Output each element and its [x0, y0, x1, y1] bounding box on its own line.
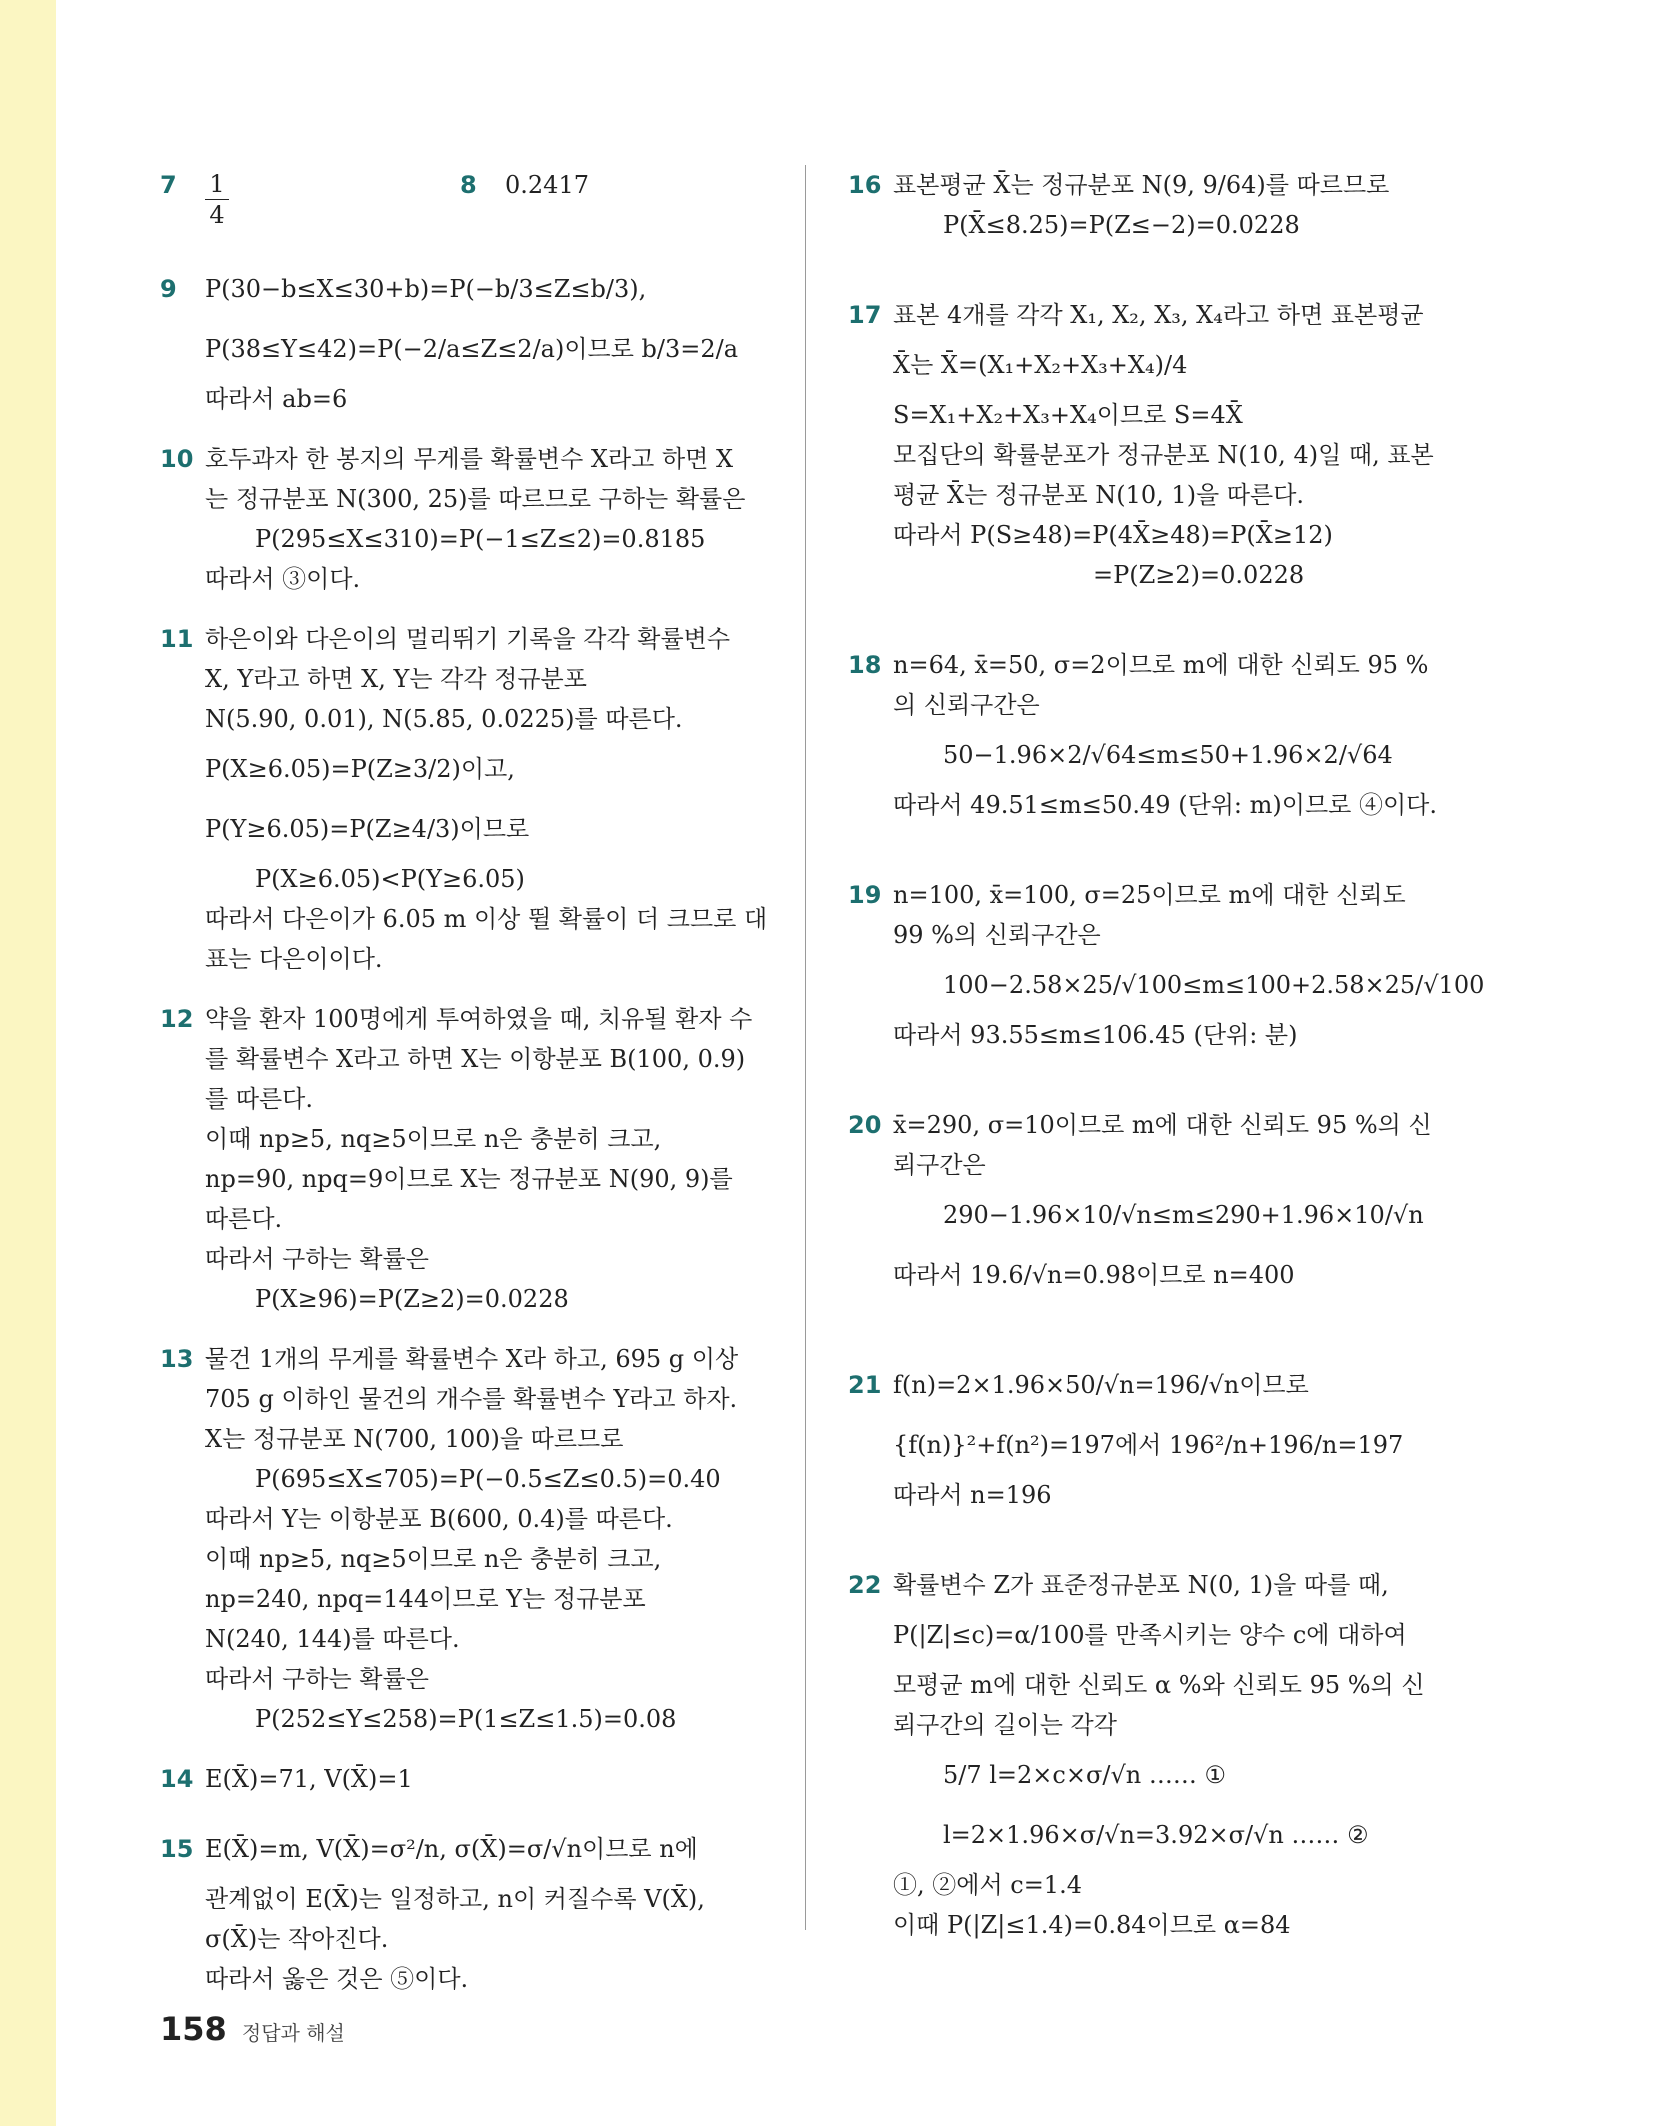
solution-line: 따라서 n=196 — [893, 1481, 1052, 1509]
solution-line: 평균 X̄는 정규분포 N(10, 1)을 따른다. — [893, 481, 1305, 509]
solution-line: 관계없이 E(X̄)는 일정하고, n이 커질수록 V(X̄), — [205, 1885, 705, 1913]
problem-8 — [460, 165, 589, 205]
solution-line: n=100, x̄=100, σ=25이므로 m에 대한 신뢰도 — [893, 881, 1406, 909]
solution-line: P(|Z|≤c)=α/100를 만족시키는 양수 c에 대하여 — [893, 1621, 1407, 1649]
solution-line: 이때 np≥5, nq≥5이므로 n은 충분히 크고, — [205, 1125, 662, 1153]
fraction-denominator: 4 — [209, 201, 225, 229]
solution-line: np=90, npq=9이므로 X는 정규분포 N(90, 9)를 — [205, 1165, 733, 1193]
problem-14 — [160, 1759, 760, 1799]
solution-line: S=X₁+X₂+X₃+X₄이므로 S=4X̄ — [893, 401, 1243, 429]
problem-12 — [160, 999, 760, 1319]
solution-line: X̄는 X̄=(X₁+X₂+X₃+X₄)/4 — [893, 351, 1188, 379]
solution-line: 표는 다은이이다. — [205, 945, 383, 973]
solution-line: 물건 1개의 무게를 확률변수 X라 하고, 695 g 이상 — [205, 1345, 739, 1373]
solution-line: P(Y≥6.05)=P(Z≥4/3)이므로 — [205, 815, 530, 843]
page-number: 158 — [160, 2010, 227, 2048]
problem-number: 21 — [848, 1371, 882, 1399]
page-footer — [160, 2010, 345, 2048]
solution-line: P(X≥6.05)<P(Y≥6.05) — [255, 865, 525, 893]
solution-line: 따라서 구하는 확률은 — [205, 1245, 429, 1273]
left-margin-strip — [0, 0, 56, 2126]
solution-line: 따라서 ab=6 — [205, 385, 348, 413]
solution-line: l=2×1.96×σ/√n=3.92×σ/√n …… ② — [943, 1821, 1369, 1849]
problems-7-8-row — [160, 165, 760, 239]
problem-number: 15 — [160, 1835, 194, 1863]
solution-line: 따라서 옳은 것은 ⑤이다. — [205, 1965, 469, 1993]
solution-line: ①, ②에서 c=1.4 — [893, 1871, 1082, 1899]
solution-line: N(5.90, 0.01), N(5.85, 0.0225)를 따른다. — [205, 705, 683, 733]
fraction-numerator: 1 — [205, 169, 229, 200]
problem-number: 12 — [160, 1005, 194, 1033]
solution-line: 5/7 l=2×c×σ/√n …… ① — [943, 1761, 1226, 1789]
solution-line: 표본 4개를 각각 X₁, X₂, X₃, X₄라고 하면 표본평균 — [893, 301, 1424, 329]
problem-16 — [848, 165, 1458, 245]
solution-line: P(695≤X≤705)=P(−0.5≤Z≤0.5)=0.40 — [255, 1465, 721, 1493]
problem-11 — [160, 619, 768, 979]
problem-number: 14 — [160, 1765, 194, 1793]
right-column — [848, 165, 1485, 1965]
solution-line: E(X̄)=m, V(X̄)=σ²/n, σ(X̄)=σ/√n이므로 n에 — [205, 1835, 698, 1863]
problem-21 — [848, 1355, 1458, 1515]
problem-10 — [160, 439, 760, 599]
solution-line: 따라서 다은이가 6.05 m 이상 뛸 확률이 더 크므로 대 — [205, 905, 768, 933]
problem-number: 11 — [160, 625, 194, 653]
problem-20 — [848, 1105, 1458, 1305]
solution-line: 이때 P(|Z|≤1.4)=0.84이므로 α=84 — [893, 1911, 1291, 1939]
solution-line: 하은이와 다은이의 멀리뛰기 기록을 각각 확률변수 — [205, 625, 731, 653]
solution-line: 290−1.96×10/√n≤m≤290+1.96×10/√n — [943, 1201, 1424, 1229]
problem-number: 16 — [848, 171, 882, 199]
solution-line: 100−2.58×25/√100≤m≤100+2.58×25/√100 — [943, 971, 1485, 999]
solution-line: n=64, x̄=50, σ=2이므로 m에 대한 신뢰도 95 % — [893, 651, 1429, 679]
solution-line: 를 따른다. — [205, 1085, 313, 1113]
solution-line: 99 %의 신뢰구간은 — [893, 921, 1101, 949]
solution-line: 를 확률변수 X라고 하면 X는 이항분포 B(100, 0.9) — [205, 1045, 746, 1073]
solution-line: 뢰구간의 길이는 각각 — [893, 1711, 1117, 1739]
solution-line: P(X≥6.05)=P(Z≥3/2)이고, — [205, 755, 515, 783]
problem-number: 18 — [848, 651, 882, 679]
solution-line: 따른다. — [205, 1205, 283, 1233]
problem-number: 17 — [848, 301, 882, 329]
solution-line: =P(Z≥2)=0.0228 — [1093, 561, 1305, 589]
solution-line: X, Y라고 하면 X, Y는 각각 정규분포 — [205, 665, 587, 693]
solution-line: 표본평균 X̄는 정규분포 N(9, 9/64)를 따르므로 — [893, 171, 1390, 199]
solution-line: P(295≤X≤310)=P(−1≤Z≤2)=0.8185 — [255, 525, 706, 553]
footer-label: 정답과 해설 — [241, 2021, 345, 2045]
problem-number: 8 — [460, 171, 477, 199]
solution-line: σ(X̄)는 작아진다. — [205, 1925, 389, 1953]
problem-17 — [848, 295, 1458, 595]
column-divider — [805, 165, 806, 1930]
solution-line: 확률변수 Z가 표준정규분포 N(0, 1)을 따를 때, — [893, 1571, 1389, 1599]
solution-line: 모평균 m에 대한 신뢰도 α %와 신뢰도 95 %의 신 — [893, 1671, 1425, 1699]
solution-line: 뢰구간은 — [893, 1151, 986, 1179]
solution-line: 따라서 19.6/√n=0.98이므로 n=400 — [893, 1261, 1295, 1289]
solution-line: 따라서 P(S≥48)=P(4X̄≥48)=P(X̄≥12) — [893, 521, 1333, 549]
problem-number: 22 — [848, 1571, 882, 1599]
problem-13 — [160, 1339, 760, 1739]
solution-line: 이때 np≥5, nq≥5이므로 n은 충분히 크고, — [205, 1545, 662, 1573]
problem-19 — [848, 875, 1485, 1055]
solution-line: 따라서 ③이다. — [205, 565, 361, 593]
solution-line: x̄=290, σ=10이므로 m에 대한 신뢰도 95 %의 신 — [893, 1111, 1432, 1139]
solution-line: P(X≥96)=P(Z≥2)=0.0228 — [255, 1285, 569, 1313]
problem-number: 9 — [160, 275, 177, 303]
problem-15 — [160, 1819, 760, 1999]
solution-line: X는 정규분포 N(700, 100)을 따르므로 — [205, 1425, 624, 1453]
solution-line: 따라서 Y는 이항분포 B(600, 0.4)를 따른다. — [205, 1505, 673, 1533]
problem-number: 13 — [160, 1345, 194, 1373]
problem-number: 10 — [160, 445, 194, 473]
problem-9 — [160, 259, 760, 419]
answer-text: 0.2417 — [505, 171, 589, 199]
solution-line: P(30−b≤X≤30+b)=P(−b/3≤Z≤b/3), — [205, 275, 647, 303]
solution-line: 는 정규분포 N(300, 25)를 따르므로 구하는 확률은 — [205, 485, 746, 513]
left-column — [160, 165, 768, 2019]
solution-line: P(252≤Y≤258)=P(1≤Z≤1.5)=0.08 — [255, 1705, 677, 1733]
solution-line: 따라서 93.55≤m≤106.45 (단위: 분) — [893, 1021, 1298, 1049]
solution-line: P(38≤Y≤42)=P(−2/a≤Z≤2/a)이므로 b/3=2/a — [205, 335, 739, 363]
problem-number: 20 — [848, 1111, 882, 1139]
answer-fraction — [205, 169, 229, 230]
solution-line: 호두과자 한 봉지의 무게를 확률변수 X라고 하면 X — [205, 445, 734, 473]
solution-line: N(240, 144)를 따른다. — [205, 1625, 460, 1653]
solution-line: np=240, npq=144이므로 Y는 정규분포 — [205, 1585, 646, 1613]
problem-22 — [848, 1565, 1458, 1945]
solution-line: 의 신뢰구간은 — [893, 691, 1040, 719]
solution-line: 약을 환자 100명에게 투여하였을 때, 치유될 환자 수 — [205, 1005, 753, 1033]
solution-line: 705 g 이하인 물건의 개수를 확률변수 Y라고 하자. — [205, 1385, 738, 1413]
solution-line: {f(n)}²+f(n²)=197에서 196²/n+196/n=197 — [893, 1431, 1404, 1459]
solution-line: P(X̄≤8.25)=P(Z≤−2)=0.0228 — [943, 211, 1300, 239]
problem-18 — [848, 645, 1458, 825]
solution-line: E(X̄)=71, V(X̄)=1 — [205, 1765, 413, 1793]
solution-line: 50−1.96×2/√64≤m≤50+1.96×2/√64 — [943, 741, 1393, 769]
problem-number: 19 — [848, 881, 882, 909]
solution-line: 모집단의 확률분포가 정규분포 N(10, 4)일 때, 표본 — [893, 441, 1434, 469]
solution-line: 따라서 구하는 확률은 — [205, 1665, 429, 1693]
problem-number: 7 — [160, 171, 177, 199]
solution-line: f(n)=2×1.96×50/√n=196/√n이므로 — [893, 1371, 1309, 1399]
solution-line: 따라서 49.51≤m≤50.49 (단위: m)이므로 ④이다. — [893, 791, 1437, 819]
